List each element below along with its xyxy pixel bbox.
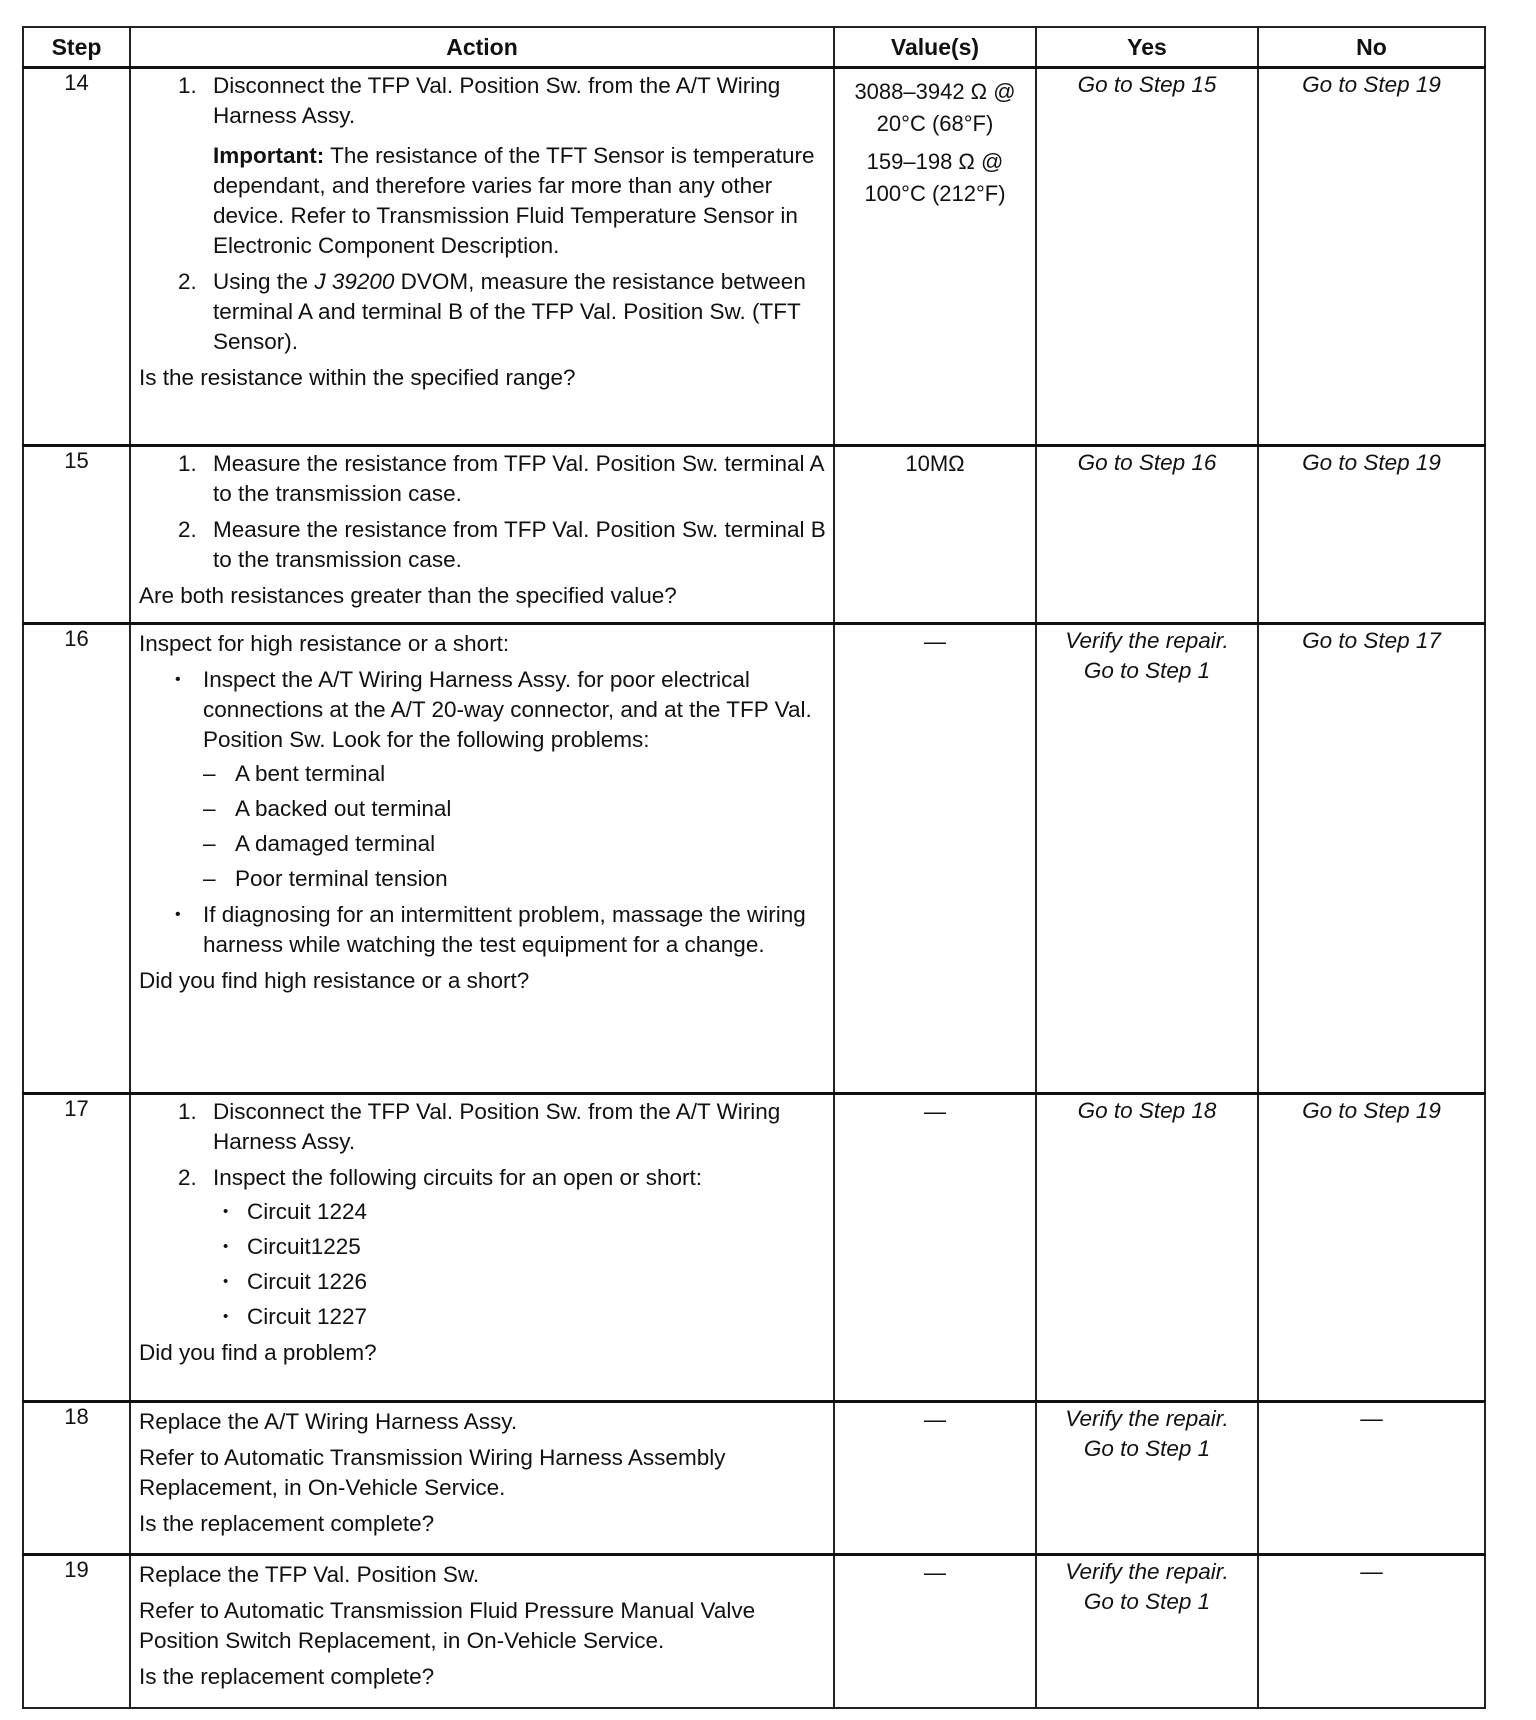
action-step (203, 1163, 827, 1332)
action-cell (130, 1094, 834, 1402)
table-row (23, 68, 1485, 446)
table-row (23, 446, 1485, 624)
circuit-item: • Circuit 1226 (213, 1267, 827, 1297)
action-cell (130, 624, 834, 1094)
action-step: 1. Disconnect the TFP Val. Position Sw. from the A/T Wiring Harness Assy. (203, 1097, 827, 1157)
step-number: 14 (23, 68, 130, 446)
header-step: Step (23, 27, 130, 68)
question-text: Are both resistances greater than the specified value? (139, 583, 677, 608)
action-steps (139, 1097, 827, 1332)
yes-line: Verify the repair. (1065, 1406, 1229, 1431)
problem-item: – A bent terminal (203, 759, 827, 789)
problem-item: – A damaged terminal (203, 829, 827, 859)
action-step-text: Using the (213, 269, 315, 294)
problem-item: – A backed out terminal (203, 794, 827, 824)
table-row (23, 1555, 1485, 1708)
yes-line: Verify the repair. (1065, 628, 1229, 653)
circuit-item: • Circuit 1227 (213, 1302, 827, 1332)
value-text: 159–198 Ω @ 100°C (212°F) (864, 149, 1006, 206)
yes-line: Verify the repair. (1065, 1559, 1229, 1584)
value-cell (834, 68, 1036, 446)
action-cell (130, 1555, 834, 1708)
yes-cell (1036, 1555, 1258, 1708)
yes-cell: Go to Step 15 (1036, 68, 1258, 446)
circuit-item: • Circuit 1224 (213, 1197, 827, 1227)
yes-cell (1036, 1402, 1258, 1555)
diagnostic-table (22, 26, 1486, 1709)
value-text: 3088–3942 Ω @ 20°C (68°F) (854, 79, 1016, 136)
action-step (203, 267, 827, 357)
question-text: Did you find high resistance or a short? (139, 968, 530, 993)
action-line: Replace the A/T Wiring Harness Assy. (139, 1409, 518, 1434)
question-text: Is the replacement complete? (139, 1664, 435, 1689)
circuit-item: • Circuit1225 (213, 1232, 827, 1262)
action-line: Refer to Automatic Transmission Wiring Harness Assembly Replacement, in On-Vehicle Service. (139, 1445, 726, 1500)
yes-cell (1036, 624, 1258, 1094)
no-cell: Go to Step 19 (1258, 446, 1485, 624)
action-steps (139, 71, 827, 357)
action-bullet: • If diagnosing for an intermittent problem, massage the wiring harness while watching the test equipment for a change. (203, 900, 827, 960)
value-cell: — (834, 1402, 1036, 1555)
action-cell (130, 68, 834, 446)
step-number: 18 (23, 1402, 130, 1555)
action-step (203, 71, 827, 261)
question-text: Is the replacement complete? (139, 1511, 435, 1536)
no-cell: — (1258, 1555, 1485, 1708)
action-cell (130, 446, 834, 624)
yes-line: Go to Step 1 (1083, 1589, 1211, 1614)
no-cell: Go to Step 19 (1258, 1094, 1485, 1402)
action-bullet (203, 665, 827, 894)
yes-line: Go to Step 1 (1083, 658, 1211, 683)
yes-line: Go to Step 1 (1083, 1436, 1211, 1461)
table-row (23, 624, 1485, 1094)
value-cell: 10MΩ (834, 446, 1036, 624)
question-text: Is the resistance within the specified range? (139, 365, 576, 390)
no-cell: Go to Step 19 (1258, 68, 1485, 446)
value-cell: — (834, 624, 1036, 1094)
value-cell: — (834, 1094, 1036, 1402)
yes-cell: Go to Step 16 (1036, 446, 1258, 624)
action-step: 1. Measure the resistance from TFP Val. Position Sw. terminal A to the transmission case. (203, 449, 827, 509)
action-steps (139, 449, 827, 575)
action-line: Refer to Automatic Transmission Fluid Pressure Manual Valve Position Switch Replacement, in On-Vehicle Service. (139, 1598, 756, 1653)
important-label: Important: (213, 143, 325, 168)
tool-name: J 39200 (314, 269, 395, 294)
value-cell: — (834, 1555, 1036, 1708)
action-step: 2. Measure the resistance from TFP Val. Position Sw. terminal B to the transmission case. (203, 515, 827, 575)
circuit-list (213, 1197, 827, 1332)
header-values: Value(s) (834, 27, 1036, 68)
step-number: 16 (23, 624, 130, 1094)
no-cell: — (1258, 1402, 1485, 1555)
action-cell (130, 1402, 834, 1555)
step-number: 17 (23, 1094, 130, 1402)
action-step-text: DVOM, measure the resistance between terminal A and terminal B of the TFP Val. Position Sw. (TFT Sensor). (213, 269, 806, 354)
important-text: The resistance of the TFT Sensor is temperature dependant, and therefore varies far more than any other device. Refer to Transmission Fluid Temperature Sensor in Electronic Component Description. (213, 143, 815, 258)
header-no: No (1258, 27, 1485, 68)
yes-cell: Go to Step 18 (1036, 1094, 1258, 1402)
header-action: Action (130, 27, 834, 68)
action-bullets (139, 665, 827, 960)
problem-item: – Poor terminal tension (203, 864, 827, 894)
header-row (23, 27, 1485, 68)
no-cell: Go to Step 17 (1258, 624, 1485, 1094)
table-row (23, 1094, 1485, 1402)
question-text: Did you find a problem? (139, 1340, 377, 1365)
action-step-text: Inspect the following circuits for an open or short: (213, 1165, 703, 1190)
action-intro: Inspect for high resistance or a short: (139, 631, 510, 656)
header-yes: Yes (1036, 27, 1258, 68)
action-line: Replace the TFP Val. Position Sw. (139, 1562, 480, 1587)
step-number: 15 (23, 446, 130, 624)
important-note (213, 141, 827, 261)
action-bullet-text: Inspect the A/T Wiring Harness Assy. for poor electrical connections at the A/T 20-way connector, and at the TFP Val. Position Sw. Look for the following problems: (203, 667, 812, 752)
table-row (23, 1402, 1485, 1555)
problem-list (203, 759, 827, 894)
action-step-text: Disconnect the TFP Val. Position Sw. from the A/T Wiring Harness Assy. (213, 73, 781, 128)
step-number: 19 (23, 1555, 130, 1708)
